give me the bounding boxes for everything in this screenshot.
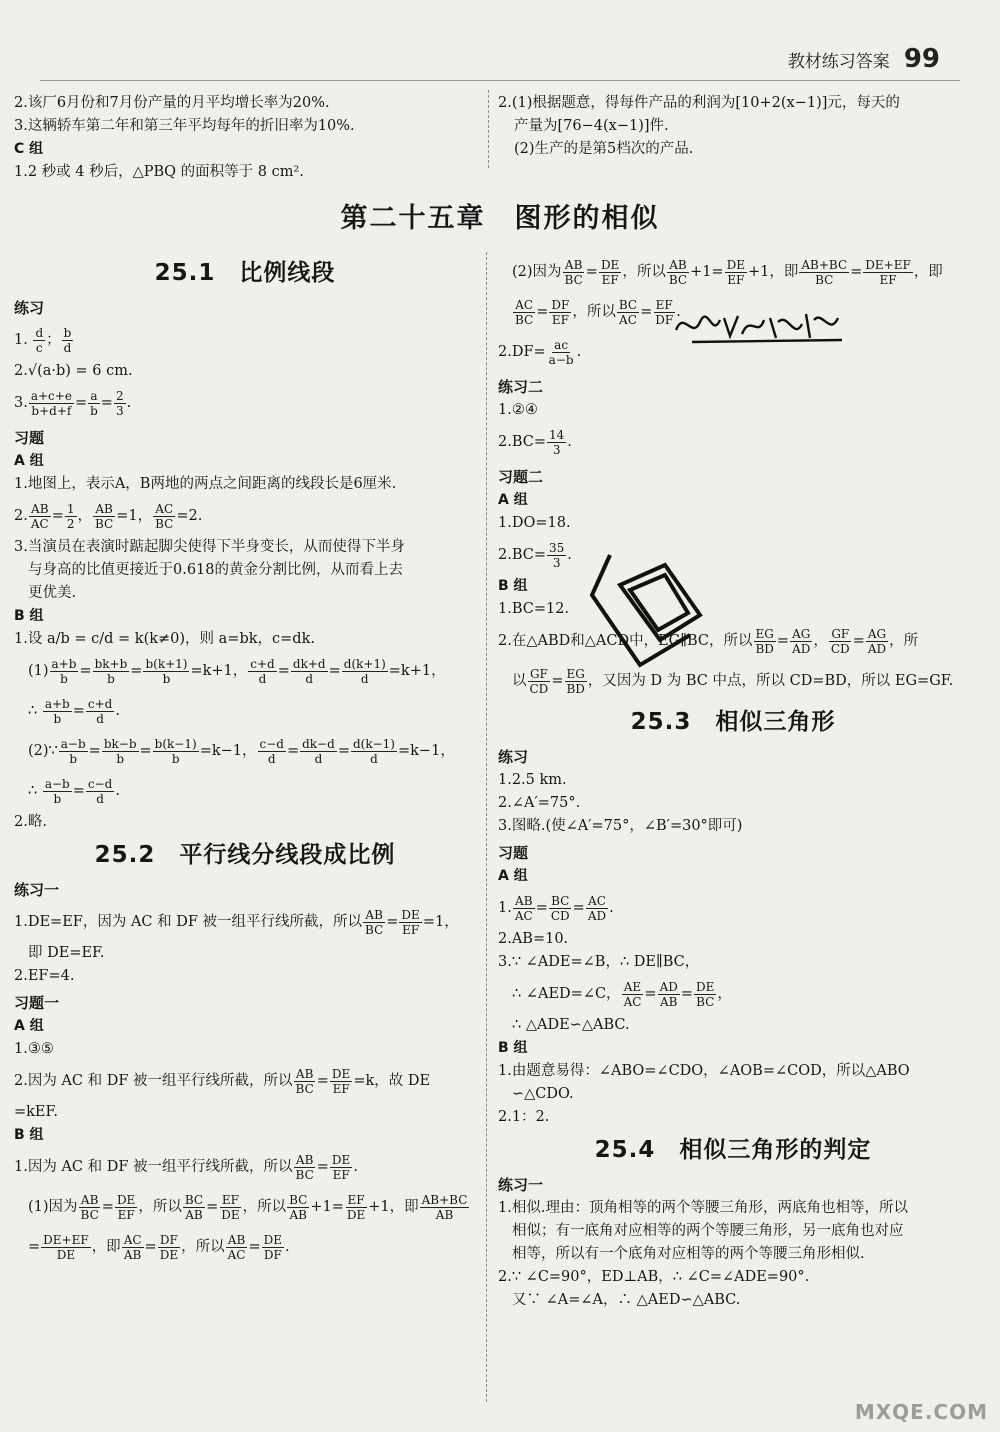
answer-line: 2.该厂6月份和7月份产量的月平均增长率为20%. <box>14 95 330 111</box>
answer-line: 1.2 秒或 4 秒后，△PBQ 的面积等于 8 cm². <box>14 164 304 180</box>
answer-line: 1.③⑤ <box>14 1041 54 1057</box>
exercises-heading: 习题 <box>14 429 45 447</box>
fraction: $\frac{d}{c}$ <box>35 325 44 355</box>
answer-line: (2)因为 $\frac{AB}{BC}$ = $\frac{DE}{EF}$ ，所以 $\frac{AB}{BC}$ +1= $\frac{DE}{EF}$ +1，即 $\frac{AB+BC}{BC}$ = $\frac{DE+EF}{EF}$ ，即 <box>512 257 943 287</box>
answer-line: (2)∵ $\frac{a-b}{b}$ = $\frac{bk-b}{b}$ = $\frac{b(k-1)}{b}$ =k−1， $\frac{c-d}{d}$ = $\frac{dk-d}{d}$ = $\frac{d(k-1)}{d}$ =k−1， <box>28 736 455 766</box>
section-title-25-3: 25.3 相似三角形 <box>630 709 836 735</box>
answer-line: 1.由题意易得：∠ABO=∠CDO，∠AOB=∠COD，所以△ABO <box>498 1063 910 1079</box>
section-title-25-4: 25.4 相似三角形的判定 <box>594 1137 872 1163</box>
answer-line: 与身高的比值更接近于0.618的黄金分割比例，从而看上去 <box>28 562 404 578</box>
practice-heading: 练习 <box>14 299 45 317</box>
answer-line: =kEF. <box>14 1104 58 1120</box>
right-top-block <box>498 92 968 161</box>
answer-line: 1. $\frac{AB}{AC}$ = $\frac{BC}{CD}$ = $\frac{AC}{AD}$ . <box>498 893 614 923</box>
fraction: $\frac{2}{3}$ <box>115 388 124 418</box>
column-divider <box>486 252 487 1402</box>
answer-line: 2.略. <box>14 814 47 830</box>
answer-line: 1.地图上，表示A，B两地的两点之间距离的线段长是6厘米. <box>14 476 397 492</box>
answer-line: = $\frac{DE+EF}{DE}$ ，即 $\frac{AC}{AB}$ = $\frac{DF}{DE}$ ，所以 $\frac{AB}{AC}$ = $\frac{DE}{DF}$ . <box>28 1232 290 1262</box>
group-label: A 组 <box>498 868 528 884</box>
answer-line: 产量为[76−4(x−1)]件. <box>514 118 669 134</box>
answer-line: 1.2.5 km. <box>498 772 567 788</box>
answer-line: 3.∵ ∠ADE=∠B，∴ DE∥BC， <box>498 954 700 970</box>
answer-line: 相等，所以有一个底角对应相等的两个等腰三角形相似. <box>512 1246 865 1262</box>
answer-line: ∽△CDO. <box>512 1086 574 1102</box>
answer-line: 1.DE=EF，因为 AC 和 DF 被一组平行线所截，所以 $\frac{AB}{BC}$ = $\frac{DE}{EF}$ =1， <box>14 907 459 937</box>
answer-line: 2.√(a·b) = 6 cm. <box>14 363 133 379</box>
left-column <box>14 252 476 1267</box>
answer-line: 2.∠A′=75°. <box>498 795 581 811</box>
answer-line: 2.EF=4. <box>14 968 75 984</box>
stamp-logo <box>570 545 770 715</box>
answer-line: 3. $\frac{a+c+e}{b+d+f}$ = $\frac{a}{b}$ = $\frac{2}{3}$ . <box>14 388 132 418</box>
answer-line: 2.1：2. <box>498 1109 550 1125</box>
practice-heading: 练习一 <box>498 1176 544 1194</box>
answer-line: 2.DF= $\frac{ac}{a-b}$ . <box>498 337 582 367</box>
answer-line: ∴ △ADE∽△ABC. <box>512 1017 630 1033</box>
group-label: B 组 <box>14 608 44 624</box>
group-label: A 组 <box>14 1018 44 1034</box>
group-label: C 组 <box>14 141 44 157</box>
answer-line: 更优美. <box>28 585 77 601</box>
group-label: B 组 <box>498 578 528 594</box>
answer-line: 2.因为 AC 和 DF 被一组平行线所截，所以 $\frac{AB}{BC}$ = $\frac{DE}{EF}$ =k，故 DE <box>14 1066 431 1096</box>
answer-line: 1.②④ <box>498 402 538 418</box>
exercises-heading: 习题 <box>498 844 529 862</box>
answer-line: (1)因为 $\frac{AB}{BC}$ = $\frac{DE}{EF}$ ，所以 $\frac{BC}{AB}$ = $\frac{EF}{DE}$ ，所以 $\frac{BC}{AB}$ +1= $\frac{EF}{DE}$ +1，即 $\frac{AB+BC}{AB}$ <box>28 1192 468 1222</box>
practice-heading: 练习二 <box>498 378 544 396</box>
answer-line: ∴ ∠AED=∠C， $\frac{AE}{AC}$ = $\frac{AD}{AB}$ = $\frac{DE}{BC}$ ， <box>512 979 732 1009</box>
answer-line: 又∵ ∠A=∠A，∴ △AED∽△ABC. <box>512 1292 741 1308</box>
answer-line: 2.∵ ∠C=90°，ED⊥AB，∴ ∠C=∠ADE=90°. <box>498 1269 810 1285</box>
group-label: A 组 <box>498 492 528 508</box>
section-title-25-1: 25.1 比例线段 <box>154 260 336 286</box>
right-column <box>498 252 968 1312</box>
answer-line: 即 DE=EF. <box>28 945 105 961</box>
answer-line: 2.BC= $\frac{35}{3}$ . <box>498 540 572 570</box>
answer-line: 3.图略.(使∠A′=75°，∠B′=30°即可) <box>498 818 743 834</box>
answer-line: 1.DO=18. <box>498 515 571 531</box>
fraction: $\frac{a+c+e}{b+d+f}$ <box>30 388 72 418</box>
answer-line: (2)生产的是第5档次的产品. <box>514 141 694 157</box>
answer-line: 相似；有一底角对应相等的两个等腰三角形，另一底角也对应 <box>512 1223 904 1239</box>
answer-line: 2.BC= $\frac{14}{3}$ . <box>498 427 572 457</box>
group-label: B 组 <box>14 1127 44 1143</box>
answer-line: 3.当演员在表演时踮起脚尖使得下半身变长，从而使得下半身 <box>14 539 405 555</box>
answer-line: 2.AB=10. <box>498 931 569 947</box>
answer-line: 2.(1)根据题意，得每件产品的利润为[10+2(x−1)]元，每天的 <box>498 95 900 111</box>
answer-line: 1.因为 AC 和 DF 被一组平行线所截，所以 $\frac{AB}{BC}$ = $\frac{DE}{EF}$ . <box>14 1152 358 1182</box>
header-rule <box>40 80 960 81</box>
fraction: $\frac{b}{d}$ <box>63 325 72 355</box>
fraction: $\frac{a}{b}$ <box>90 388 98 418</box>
answer-line: 以 $\frac{GF}{CD}$ = $\frac{EG}{BD}$ ，又因为 D 为 BC 中点，所以 CD=BD，所以 EG=GF. <box>512 666 954 696</box>
answer-line: 1.设 a/b = c/d = k(k≠0)，则 a=bk，c=dk. <box>14 631 315 647</box>
group-label: A 组 <box>14 453 44 469</box>
group-label: B 组 <box>498 1040 528 1056</box>
answer-line: ∴ $\frac{a-b}{b}$ = $\frac{c-d}{d}$ . <box>28 776 120 806</box>
answer-line: (1) $\frac{a+b}{b}$ = $\frac{bk+b}{b}$ = $\frac{b(k+1)}{b}$ =k+1， $\frac{c+d}{d}$ = $\frac{dk+d}{d}$ = $\frac{d(k+1)}{d}$ =k+1， <box>28 656 446 686</box>
answer-line: 2. $\frac{AB}{AC}$ = $\frac{1}{2}$ ， $\frac{AB}{BC}$ =1， $\frac{AC}{BC}$ =2. <box>14 501 203 531</box>
exercises-heading: 习题二 <box>498 468 544 486</box>
handwriting-scribble <box>672 300 852 350</box>
answer-line: $\frac{AC}{BC}$ = $\frac{DF}{EF}$ ，所以 $\frac{BC}{AC}$ = $\frac{EF}{DF}$ . <box>515 297 681 327</box>
page-number: 99 <box>903 44 940 74</box>
answer-line: 1.BC=12. <box>498 601 570 617</box>
watermark: MXQE.COM <box>854 1400 988 1424</box>
answer-line: 2.在△ABD和△ACD中，EG∥BC，所以 $\frac{EG}{BD}$ = $\frac{AG}{AD}$ ， $\frac{GF}{CD}$ = $\frac{AG}{AD}$ ，所 <box>498 626 919 656</box>
practice-heading: 练习一 <box>14 881 60 899</box>
book-title: 教材练习答案 <box>787 52 890 72</box>
exercises-heading: 习题一 <box>14 994 60 1012</box>
answer-line: 1.相似.理由：顶角相等的两个等腰三角形，两底角也相等，所以 <box>498 1200 908 1216</box>
section-title-25-2: 25.2 平行线分线段成比例 <box>94 842 396 868</box>
chapter-title: 第二十五章 图形的相似 <box>340 203 660 234</box>
answer-line: 3.这辆轿车第二年和第三年平均每年的折旧率为10%. <box>14 118 355 134</box>
page-header <box>788 44 940 74</box>
column-divider-top <box>488 90 489 168</box>
answer-line: ∴ $\frac{a+b}{b}$ = $\frac{c+d}{d}$ . <box>28 696 120 726</box>
practice-heading: 练习 <box>498 748 529 766</box>
answer-line: 1. $\frac{d}{c}$ ； $\frac{b}{d}$ <box>14 325 72 355</box>
left-top-block <box>14 92 474 184</box>
